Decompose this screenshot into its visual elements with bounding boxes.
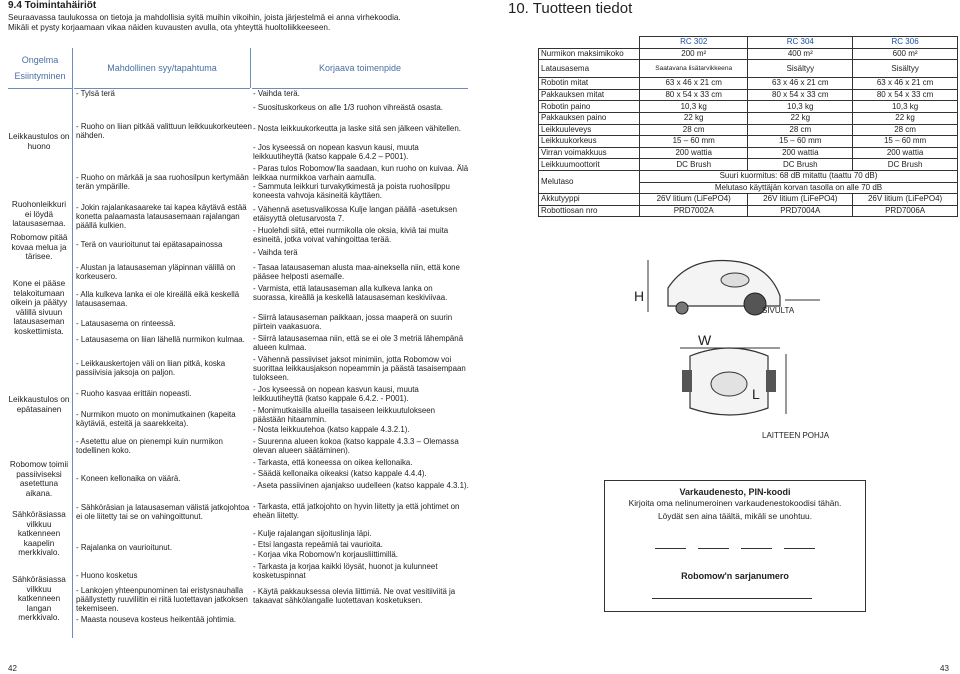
pin-title: Varkaudenesto, PIN-koodi — [679, 487, 791, 497]
cell: 10,3 kg — [853, 101, 958, 113]
pin-digit-blank — [741, 548, 772, 549]
cause-item: - Latausasema on liian lähellä nurmikon kulmaa. — [76, 335, 245, 344]
symptom: Leikkaustulos on epätasainen — [8, 395, 70, 414]
cell: PRD7006A — [853, 205, 958, 217]
cell: 63 x 46 x 21 cm — [853, 78, 958, 90]
pin-digit-blank — [698, 548, 729, 549]
cell: 22 kg — [640, 112, 748, 124]
cell: DC Brush — [748, 159, 853, 171]
table-row — [539, 78, 958, 90]
pin-digit-blank — [784, 548, 815, 549]
intro-line: Seuraavassa taulukossa on tietoja ja mahdollisia syitä muihin vikoihin, joista järjestelmä ei anna virhekoodia. — [8, 13, 401, 22]
fix-item: - Monimutkaisilla alueilla tasaiseen leikkuutulokseen päästään hitaammin. — [253, 406, 436, 425]
symptom: Robomow toimii passiiviseksi asetettuna aikana. — [9, 460, 69, 498]
cell: PRD7002A — [640, 205, 748, 217]
serial-number-blank — [652, 598, 812, 599]
cell: 28 cm — [748, 124, 853, 136]
cell: 26V litium (LiFePO4) — [640, 194, 748, 206]
row-label: Melutaso — [539, 170, 640, 193]
header-symptom — [8, 48, 72, 89]
cause-item: - Asetettu alue on pienempi kuin nurmikon todellinen koko. — [76, 437, 223, 456]
cell: 80 x 54 x 33 cm — [748, 89, 853, 101]
fix-item: - Huolehdi siitä, ettei nurmikolla ole oksia, kiviä tai muita esineitä, jotka voivat vahingoittaa terää. — [253, 226, 449, 245]
fix-item: - Vähennä passiiviset jaksot minimiin, jotta Robomow voi suorittaa leikkausjakson nopeammin ja päästä tasaisempaan tulokseen. — [253, 355, 466, 383]
cell: DC Brush — [640, 159, 748, 171]
specs-title: 10. Tuotteen tiedot — [508, 0, 633, 17]
cell: 80 x 54 x 33 cm — [640, 89, 748, 101]
model-header: RC 302 — [640, 37, 748, 49]
symptom: Robomow pitää kovaa melua ja tärisee. — [10, 233, 68, 262]
row-label: Latausasema — [539, 60, 640, 78]
pin-instruction-2: Löydät sen aina täältä, mikäli se unohtuu. — [657, 511, 813, 521]
cell: 26V litium (LiFePO4) — [853, 194, 958, 206]
table-row — [539, 147, 958, 159]
column-divider — [72, 48, 73, 638]
cause-item: - Tylsä terä — [76, 89, 115, 98]
header-fix: Korjaava toimenpide — [252, 48, 468, 89]
cell: 200 m² — [640, 48, 748, 60]
symptom: Ruohonleikkuri ei löydä latausasemaa. — [11, 200, 67, 229]
table-row — [539, 101, 958, 113]
fix-item: - Kulje rajalangan sijoituslinja läpi. — [253, 529, 372, 538]
fix-item: - Varmista, että latausaseman alla kulkeva lanka on suorassa, kireällä ja keskellä latausaseman keskiviivaa. — [253, 284, 448, 303]
fix-item: - Tasaa latausaseman alusta maa-aineksella niin, että kone pääsee helposti asemalle. — [253, 263, 460, 282]
cell: Sisältyy — [748, 60, 853, 78]
specs-corner — [539, 37, 640, 49]
fix-item: - Siirrä latausasemaa niin, että se ei ole 3 metriä lähempänä alueen kulmaa. — [253, 334, 464, 353]
cell: 28 cm — [853, 124, 958, 136]
cell: 80 x 54 x 33 cm — [853, 89, 958, 101]
symptom: Sähköräsiassa vilkkuu katkenneen langan merkkivalo. — [12, 575, 66, 623]
cell: 10,3 kg — [640, 101, 748, 113]
intro-line: Mikäli et pysty korjaamaan vikaa näiden kuvausten avulla, ota yhteyttä huoltoliikkeeseen. — [8, 23, 331, 32]
fix-item: - Korjaa vika Robomow'n korjausliittimillä. — [253, 550, 398, 559]
header-symptom-line2: Esiintyminen — [14, 71, 66, 81]
cause-item: - Alla kulkeva lanka ei ole kireällä eikä keskellä latausasemaa. — [76, 290, 240, 309]
cell: 400 m² — [748, 48, 853, 60]
cause-item: - Koneen kellonaika on väärä. — [76, 474, 181, 483]
fix-item: - Vaihda terä — [253, 248, 298, 257]
cell: 28 cm — [640, 124, 748, 136]
specs-table — [538, 36, 958, 217]
cause-item: - Ruoho on liian pitkää valittuun leikkuukorkeuteen nähden. — [76, 122, 252, 141]
cell: Melutaso käyttäjän korvan tasolla on alle 70 dB — [640, 182, 958, 194]
height-label: H — [634, 288, 645, 304]
row-label: Robotin paino — [539, 101, 640, 113]
row-label: Pakkauksen paino — [539, 112, 640, 124]
cause-item: - Maasta nouseva kosteus heikentää johtimia. — [76, 615, 237, 624]
row-label: Akkutyyppi — [539, 194, 640, 206]
cell: Suuri kuormitus: 68 dB mitattu (taattu 70 dB) — [640, 170, 958, 182]
table-row — [539, 112, 958, 124]
row-label: Robotin mitat — [539, 78, 640, 90]
table-row — [539, 89, 958, 101]
cause-item: - Huono kosketus — [76, 571, 138, 580]
troubleshooting-table — [8, 48, 468, 638]
fix-item: - Aseta passiivinen ajanjakso uudelleen (katso kappale 4.3.1). — [253, 481, 469, 490]
table-row — [539, 124, 958, 136]
cell: 63 x 46 x 21 cm — [640, 78, 748, 90]
cell: 10,3 kg — [748, 101, 853, 113]
width-label: W — [698, 332, 712, 348]
troubleshooting-title: 9.4 Toimintahäiriöt — [8, 0, 97, 11]
fix-item: - Siirrä latausaseman paikkaan, jossa maaperä on suurin piirtein vaakasuora. — [253, 313, 453, 332]
fix-item: - Vaihda terä. — [253, 89, 300, 98]
cell: 15 – 60 mm — [748, 136, 853, 148]
header-symptom-line1: Ongelma — [21, 55, 59, 65]
cause-item: - Leikkauskertojen väli on liian pitkä, koska passiivisia jaksoja on paljon. — [76, 359, 226, 378]
table-row — [539, 194, 958, 206]
table-row — [539, 170, 958, 182]
cell: 22 kg — [748, 112, 853, 124]
cell: PRD7004A — [748, 205, 853, 217]
fix-item: - Jos kyseessä on nopean kasvun kausi, muuta leikkuutiheyttä (katso kappale 6.4.2. - P001). — [253, 385, 419, 404]
cell: DC Brush — [853, 159, 958, 171]
top-view-mower — [682, 348, 776, 415]
symptom: Kone ei pääse telakoitumaan oikein ja päätyy välillä sivuun latausaseman koskettimista. — [10, 279, 68, 336]
cell: Sisältyy — [853, 60, 958, 78]
cell: 200 wattia — [853, 147, 958, 159]
cell: 63 x 46 x 21 cm — [748, 78, 853, 90]
cause-item: - Sähköräsian ja latausaseman välistä jatkojohtoa ei ole liitetty tai se on vahingoittunut. — [76, 503, 250, 522]
row-label: Virran voimakkuus — [539, 147, 640, 159]
header-cause: Mahdollinen syy/tapahtuma — [74, 48, 250, 89]
table-row — [539, 136, 958, 148]
cell: 200 wattia — [748, 147, 853, 159]
cell: 15 – 60 mm — [853, 136, 958, 148]
cause-item: - Ruoho on märkää ja saa ruohosilpun kertymään terän ympärille. — [76, 173, 249, 192]
table-row — [539, 205, 958, 217]
model-header: RC 306 — [853, 37, 958, 49]
table-row — [539, 48, 958, 60]
row-label: Nurmikon maksimikoko — [539, 48, 640, 60]
row-label: Leikkuukorkeus — [539, 136, 640, 148]
fix-item: - Tarkasta, että koneessa on oikea kellonaika. — [253, 458, 413, 467]
fix-item: - Suurenna alueen kokoa (katso kappale 4.3.3 – Olemassa olevan alueen säätäminen). — [253, 437, 459, 456]
column-divider — [250, 48, 251, 88]
pin-digit-blank — [655, 548, 686, 549]
fix-item: - Etsi langasta repeämiä tai vaurioita. — [253, 540, 383, 549]
row-label: Leikkuumoottorit — [539, 159, 640, 171]
cause-item: - Nurmikon muoto on monimutkainen (kapeita käytäviä, esteitä ja saarekkeita). — [76, 410, 236, 429]
symptom: Leikkaustulos on huono — [8, 132, 70, 151]
pin-code-box — [604, 480, 866, 612]
page-number-left: 42 — [8, 664, 17, 673]
fix-item: - Nosta leikkuutehoa (katso kappale 4.3.2.1). — [253, 425, 410, 434]
fix-item: - Käytä pakkauksessa olevia liittimiä. Ne ovat vesitiiviitä ja takaavat sähkölangalle luotettavan kosketuksen. — [253, 587, 456, 606]
cell: 600 m² — [853, 48, 958, 60]
fix-item: - Vähennä asetusvalikossa Kulje langan päällä -asetuksen etäisyyttä oletusarvosta 7. — [253, 205, 457, 224]
length-label: L — [752, 386, 760, 402]
table-row — [539, 60, 958, 78]
cause-item: - Ruoho kasvaa erittäin nopeasti. — [76, 389, 192, 398]
cause-item: - Rajalanka on vaurioitunut. — [76, 543, 173, 552]
fix-item: - Nosta leikkuukorkeutta ja laske sitä sen jälkeen vähitellen. — [253, 124, 461, 133]
row-label: Pakkauksen mitat — [539, 89, 640, 101]
fix-item: - Sammuta leikkuri turvakytkimestä ja poista ruohosilppu koneesta vahvoja käsineitä käyttäen. — [253, 182, 450, 201]
cell: 200 wattia — [640, 147, 748, 159]
fix-item: - Säädä kellonaika oikeaksi (katso kappale 4.4.4). — [253, 469, 427, 478]
row-label: Leikkuuleveys — [539, 124, 640, 136]
cell: 15 – 60 mm — [640, 136, 748, 148]
table-row — [539, 159, 958, 171]
specs-header-row — [539, 37, 958, 49]
cause-item: - Alustan ja latausaseman yläpinnan välillä on korkeusero. — [76, 263, 236, 282]
fix-item: - Tarkasta ja korjaa kaikki löysät, huonot ja kulunneet kosketuspinnat — [253, 562, 438, 581]
symptom: Sähköräsiassa vilkkuu katkenneen kaapelin merkkivalo. — [12, 510, 66, 558]
cause-item: - Terä on vaurioitunut tai epätasapainossa — [76, 240, 223, 249]
side-view-label: SIVULTA — [762, 306, 795, 315]
cell: 22 kg — [853, 112, 958, 124]
fix-item: - Jos kyseessä on nopean kasvun kausi, muuta leikkuutiheyttä (katso kappale 6.4.2 – P001). — [253, 143, 419, 162]
cell: 26V litium (LiFePO4) — [748, 194, 853, 206]
pin-instruction-1: Kirjoita oma nelinumeroinen varkaudenestokoodisi tähän. — [628, 498, 842, 508]
fix-item: - Tarkasta, että jatkojohto on hyvin liitetty ja että johtimet on eheän liitetty. — [253, 502, 460, 521]
serial-number-title: Robomow'n sarjanumero — [681, 571, 789, 581]
page-number-right: 43 — [940, 664, 949, 673]
mower-dimensions-diagram — [620, 244, 840, 444]
troubleshooting-intro — [8, 13, 478, 33]
row-label: Robottiosan nro — [539, 205, 640, 217]
bottom-view-label: LAITTEEN POHJA — [762, 431, 830, 440]
fix-item: - Paras tulos Robomow'lla saadaan, kun ruoho on kuivaa. Älä leikkaa nurmikkoa varhain aamulla. — [253, 164, 469, 183]
cause-item: - Jokin rajalankasaareke tai kapea käytävä estää konetta palaamasta latausasemaan rajalangan päällä kulkien. — [76, 203, 247, 231]
cell: Saatavana lisätarvikkeena — [640, 60, 748, 78]
model-header: RC 304 — [748, 37, 853, 49]
fix-item: - Suosituskorkeus on alle 1/3 ruohon vihreästä osasta. — [253, 103, 443, 112]
cause-item: - Latausasema on rinteessä. — [76, 319, 176, 328]
cause-item: - Lankojen yhteenpunominen tai eristysnauhalla päällystetty ruuviliitin ei riitä luotettavan jatkoksen tekemiseen. — [76, 586, 248, 614]
